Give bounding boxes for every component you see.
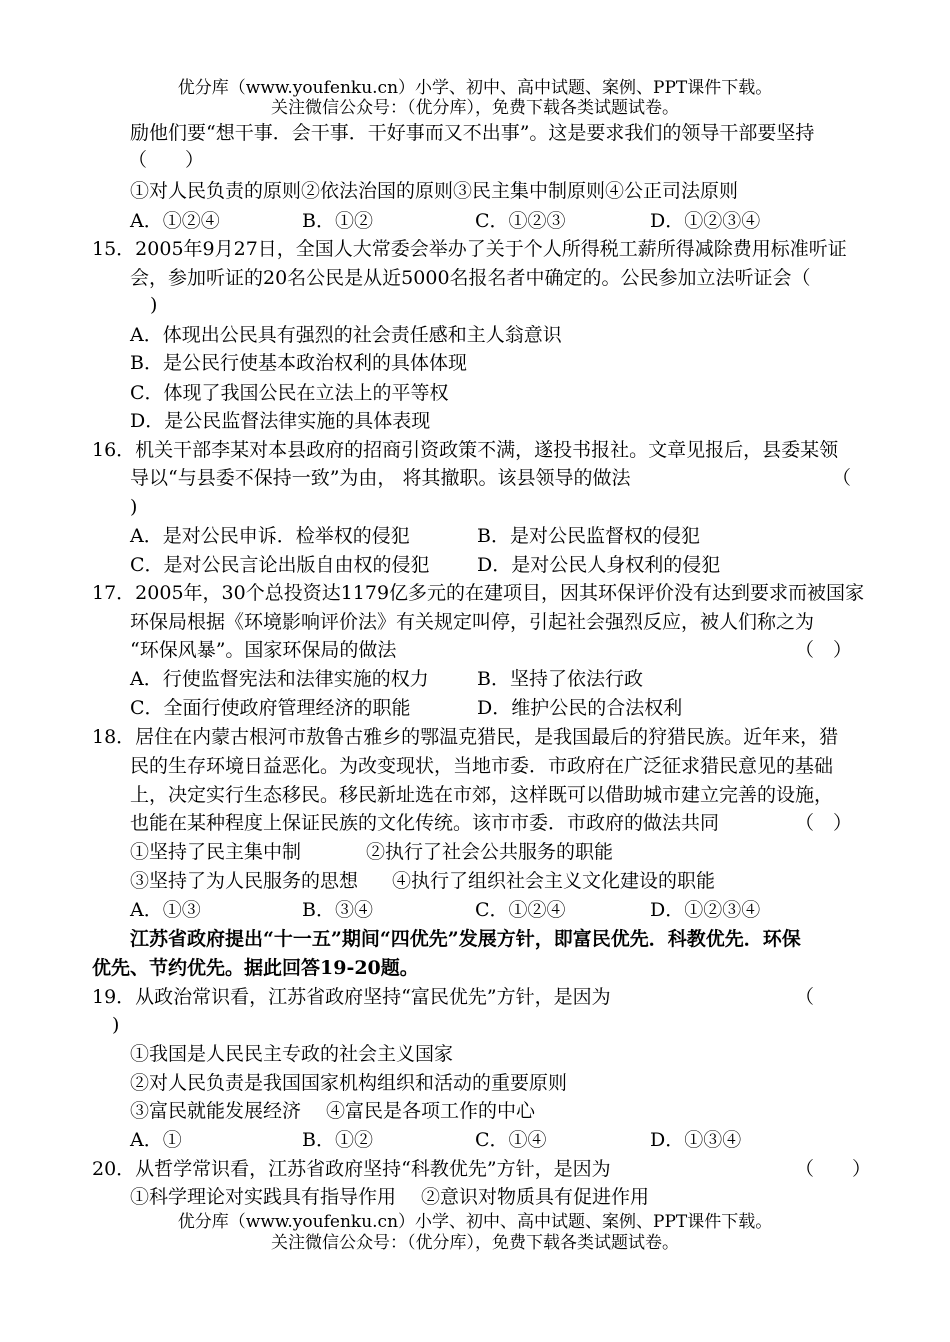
q15-option-a: A．体现出公民具有强烈的社会责任感和主人翁意识 bbox=[130, 324, 562, 346]
q16-option-d: D．是对公民人身权利的侵犯 bbox=[477, 554, 721, 576]
q17-option-c: C．全面行使政府管理经济的职能 bbox=[130, 697, 411, 719]
q17-line-1: 17．2005年，30个总投资达1179亿多元的在建项目，因其环保评价没有达到要求而被国家 bbox=[92, 582, 865, 604]
header-line-1: 优分库（www.youfenku.cn）小学、初中、高中试题、案例、PPT课件下载。 bbox=[177, 78, 773, 98]
q14-option-b: B．①② bbox=[302, 210, 373, 232]
q18-option-c: C．①②④ bbox=[475, 899, 566, 921]
q18-item-4: ④执行了组织社会主义文化建设的职能 bbox=[392, 870, 716, 892]
q19-item-2: ②对人民负责是我国国家机构组织和活动的重要原则 bbox=[130, 1072, 568, 1094]
q15-option-b: B．是公民行使基本政治权利的具体体现 bbox=[130, 352, 467, 374]
q14-option-a: A．①②④ bbox=[130, 210, 220, 232]
q14-paren: （ ） bbox=[128, 149, 205, 171]
q15-line-1: 15．2005年9月27日，全国人大常委会举办了关于个人所得税工薪所得减除费用标准听证 bbox=[92, 238, 847, 260]
footer-line-1: 优分库（www.youfenku.cn）小学、初中、高中试题、案例、PPT课件下载。 bbox=[177, 1212, 773, 1232]
intro-line-1: 江苏省政府提出“十一五”期间“四优先”发展方针，即富民优先．科教优先．环保 bbox=[130, 928, 801, 950]
q15-line-2: 会，参加听证的20名公民是从近5000名报名者中确定的。公民参加立法听证会（ bbox=[130, 267, 811, 289]
q15-line-3: ) bbox=[150, 294, 158, 316]
q16-line-2: 导以“与县委不保持一致”为由， 将其撤职。该县领导的做法 bbox=[130, 467, 631, 489]
q17-option-b: B．坚持了依法行政 bbox=[477, 668, 643, 690]
footer-line-2: 关注微信公众号：（优分库），免费下载各类试题试卷。 bbox=[271, 1233, 679, 1253]
q18-line-2: 民的生存环境日益恶化。为改变现状，当地市委．市政府在广泛征求猎民意见的基础 bbox=[130, 755, 834, 777]
q17-line-2: 环保局根据《环境影响评价法》有关规定叫停，引起社会强烈反应，被人们称之为 bbox=[130, 611, 815, 633]
q16-option-a: A．是对公民申诉．检举权的侵犯 bbox=[130, 525, 410, 547]
q18-option-a: A．①③ bbox=[130, 899, 201, 921]
q15-option-c: C．体现了我国公民在立法上的平等权 bbox=[130, 382, 449, 404]
q16-option-b: B．是对公民监督权的侵犯 bbox=[477, 525, 700, 547]
q19-line-2: ) bbox=[112, 1014, 120, 1036]
q18-option-d: D．①②③④ bbox=[650, 899, 761, 921]
q19-item-1: ①我国是人民民主专政的社会主义国家 bbox=[130, 1043, 454, 1065]
q18-option-b: B．③④ bbox=[302, 899, 373, 921]
q16-option-c: C．是对公民言论出版自由权的侵犯 bbox=[130, 554, 430, 576]
q14-stem: 励他们要“想干事．会干事．干好事而又不出事”。这是要求我们的领导干部要坚持 bbox=[130, 122, 815, 144]
q14-option-c: C．①②③ bbox=[475, 210, 566, 232]
q19-option-a: A．① bbox=[130, 1129, 182, 1151]
q17-option-a: A．行使监督宪法和法律实施的权力 bbox=[130, 668, 429, 690]
q19-option-b: B．①② bbox=[302, 1129, 373, 1151]
q20-items: ①科学理论对实践具有指导作用 ②意识对物质具有促进作用 bbox=[130, 1186, 650, 1208]
q19-paren-open: （ bbox=[795, 986, 815, 1008]
q18-paren: （ ） bbox=[795, 812, 853, 834]
q18-line-1: 18．居住在内蒙古根河市敖鲁古雅乡的鄂温克猎民，是我国最后的狩猎民族。近年来，猎 bbox=[92, 726, 839, 748]
q17-paren: （ ） bbox=[795, 639, 853, 661]
q16-paren-open: （ bbox=[832, 467, 852, 489]
q16-line-1: 16．机关干部李某对本县政府的招商引资政策不满，遂投书报社。文章见报后，县委某领 bbox=[92, 439, 839, 461]
q18-item-2: ②执行了社会公共服务的职能 bbox=[366, 841, 614, 863]
q19-item-3: ③富民就能发展经济 ④富民是各项工作的中心 bbox=[130, 1100, 536, 1122]
q18-line-4: 也能在某种程度上保证民族的文化传统。该市市委．市政府的做法共同 bbox=[130, 812, 720, 834]
q18-item-3: ③坚持了为人民服务的思想 bbox=[130, 870, 359, 892]
q19-option-d: D．①③④ bbox=[650, 1129, 742, 1151]
q17-line-3: “环保风暴”。国家环保局的做法 bbox=[130, 639, 397, 661]
q14-items: ①对人民负责的原则②依法治国的原则③民主集中制原则④公正司法原则 bbox=[130, 180, 739, 202]
q20-line-1: 20．从哲学常识看，江苏省政府坚持“科教优先”方针，是因为 bbox=[92, 1158, 611, 1180]
q18-line-3: 上，决定实行生态移民。移民新址选在市郊，这样既可以借助城市建立完善的设施， bbox=[130, 784, 834, 806]
q19-line-1: 19．从政治常识看，江苏省政府坚持“富民优先”方针，是因为 bbox=[92, 986, 611, 1008]
q19-option-c: C．①④ bbox=[475, 1129, 547, 1151]
intro-line-2: 优先、节约优先。据此回答19-20题。 bbox=[92, 957, 419, 979]
q18-item-1: ①坚持了民主集中制 bbox=[130, 841, 302, 863]
q16-line-3: ) bbox=[130, 496, 138, 518]
q14-option-d: D．①②③④ bbox=[650, 210, 761, 232]
header-line-2: 关注微信公众号：（优分库），免费下载各类试题试卷。 bbox=[271, 98, 679, 118]
q15-option-d: D．是公民监督法律实施的具体表现 bbox=[130, 410, 431, 432]
q17-option-d: D．维护公民的合法权利 bbox=[477, 697, 683, 719]
q20-paren: （ ） bbox=[795, 1158, 872, 1180]
